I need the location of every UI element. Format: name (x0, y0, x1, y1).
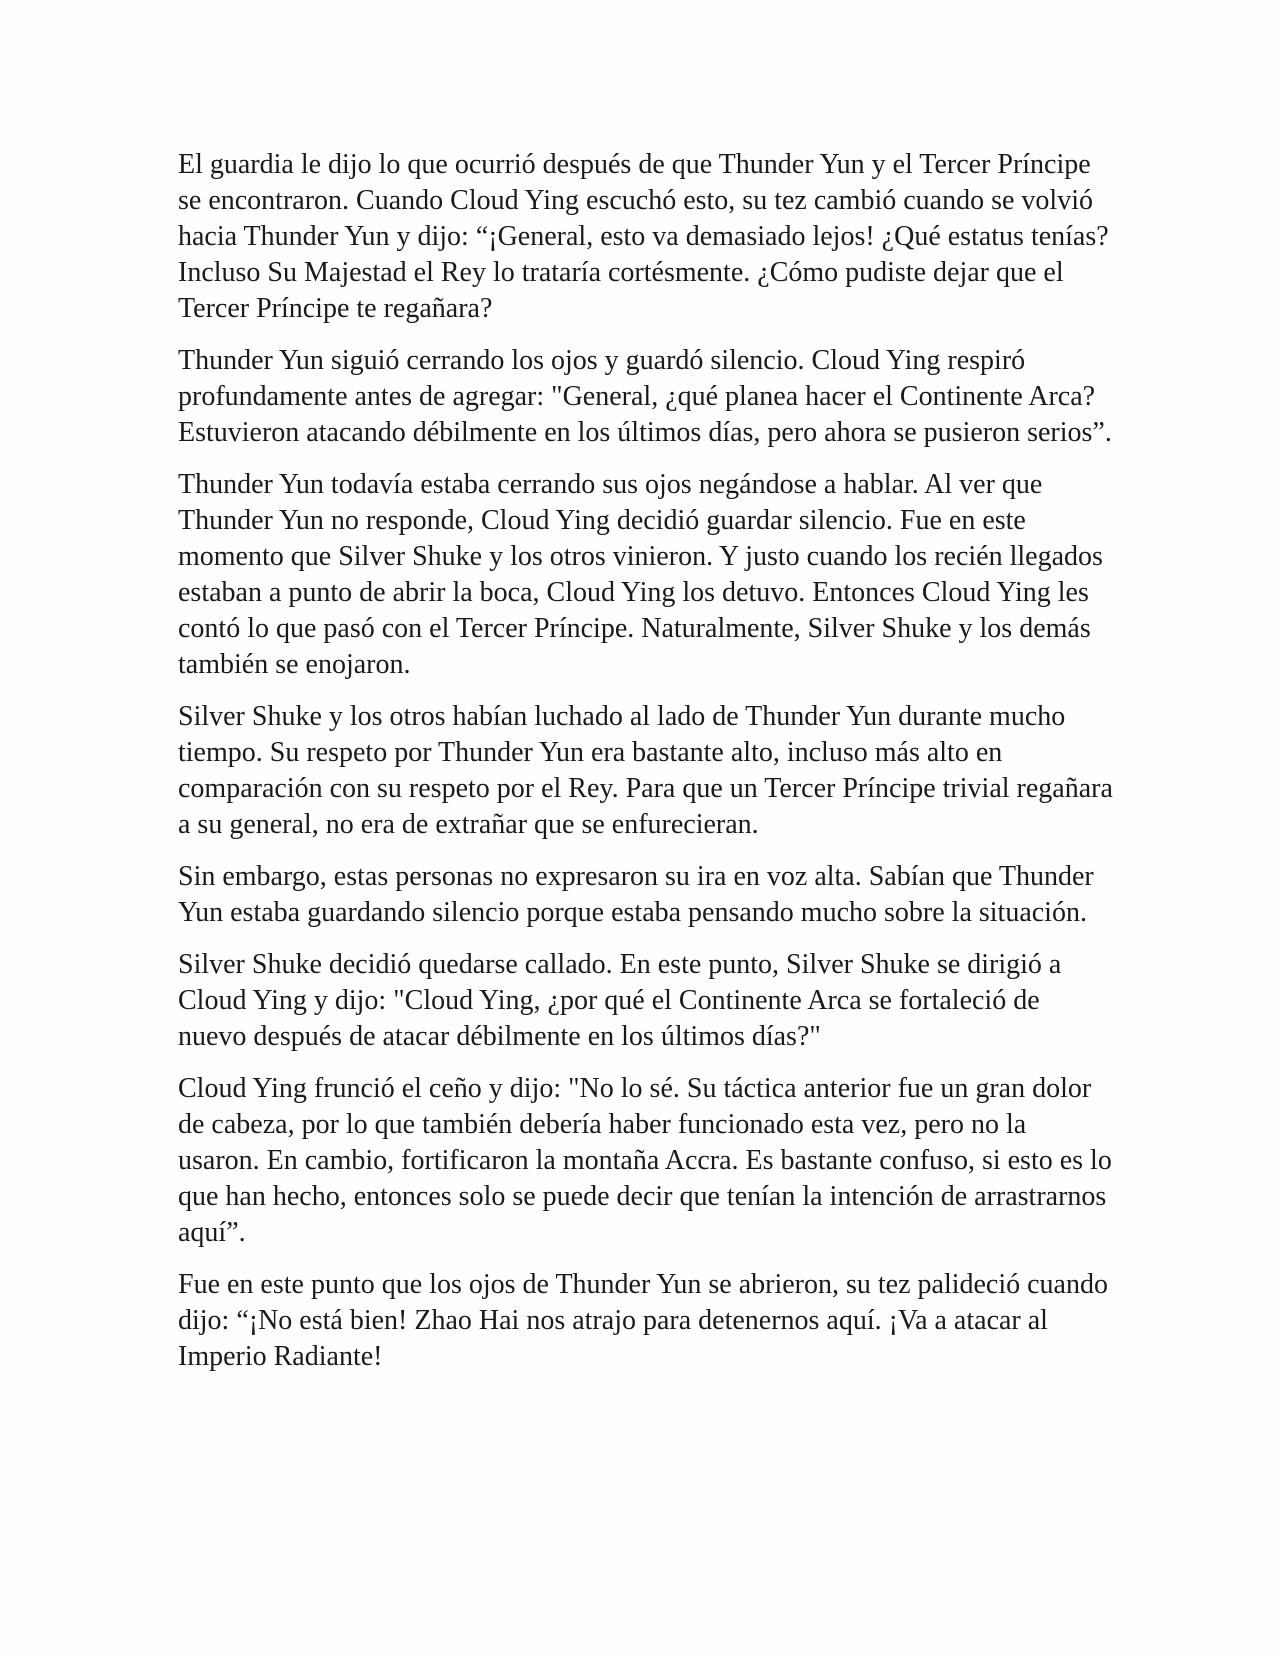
paragraph-5: Sin embargo, estas personas no expresaron su ira en voz alta. Sabían que Thunder Yun estaba guardando silencio porque estaba pensando mucho sobre la situación. (178, 861, 1094, 928)
paragraph-7: Cloud Ying frunció el ceño y dijo: "No lo sé. Su táctica anterior fue un gran dolor de cabeza, por lo que también debería haber funcionado esta vez, pero no la usaron. En cambio, fortificaron la montaña Accra. Es bastante confuso, si esto es lo que han hecho, entonces solo se puede decir que tenían la intención de arrastrarnos aquí”. (178, 1073, 1112, 1248)
paragraph-8: Fue en este punto que los ojos de Thunder Yun se abrieron, su tez palideció cuando dijo: “¡No está bien! Zhao Hai nos atrajo para detenernos aquí. ¡Va a atacar al Imperio Radiante! (178, 1269, 1108, 1372)
document-body (178, 147, 1113, 1391)
paragraph-4: Silver Shuke y los otros habían luchado al lado de Thunder Yun durante mucho tiempo. Su respeto por Thunder Yun era bastante alto, incluso más alto en comparación con su respeto por el Rey. Para que un Tercer Príncipe trivial regañara a su general, no era de extrañar que se enfurecieran. (178, 701, 1113, 840)
paragraph-1: El guardia le dijo lo que ocurrió después de que Thunder Yun y el Tercer Príncipe se encontraron. Cuando Cloud Ying escuchó esto, su tez cambió cuando se volvió hacia Thunder Yun y dijo: “¡General, esto va demasiado lejos! ¿Qué estatus tenías? Incluso Su Majestad el Rey lo trataría cortésmente. ¿Cómo pudiste dejar que el Tercer Príncipe te regañara? (178, 149, 1109, 324)
paragraph-3: Thunder Yun todavía estaba cerrando sus ojos negándose a hablar. Al ver que Thunder Yun no responde, Cloud Ying decidió guardar silencio. Fue en este momento que Silver Shuke y los otros vinieron. Y justo cuando los recién llegados estaban a punto de abrir la boca, Cloud Ying los detuvo. Entonces Cloud Ying les contó lo que pasó con el Tercer Príncipe. Naturalmente, Silver Shuke y los demás también se enojaron. (178, 469, 1103, 680)
paragraph-6: Silver Shuke decidió quedarse callado. En este punto, Silver Shuke se dirigió a Cloud Ying y dijo: "Cloud Ying, ¿por qué el Continente Arca se fortaleció de nuevo después de atacar débilmente en los últimos días?" (178, 949, 1062, 1052)
paragraph-2: Thunder Yun siguió cerrando los ojos y guardó silencio. Cloud Ying respiró profundamente antes de agregar: "General, ¿qué planea hacer el Continente Arca? Estuvieron atacando débilmente en los últimos días, pero ahora se pusieron serios”. (178, 345, 1112, 448)
